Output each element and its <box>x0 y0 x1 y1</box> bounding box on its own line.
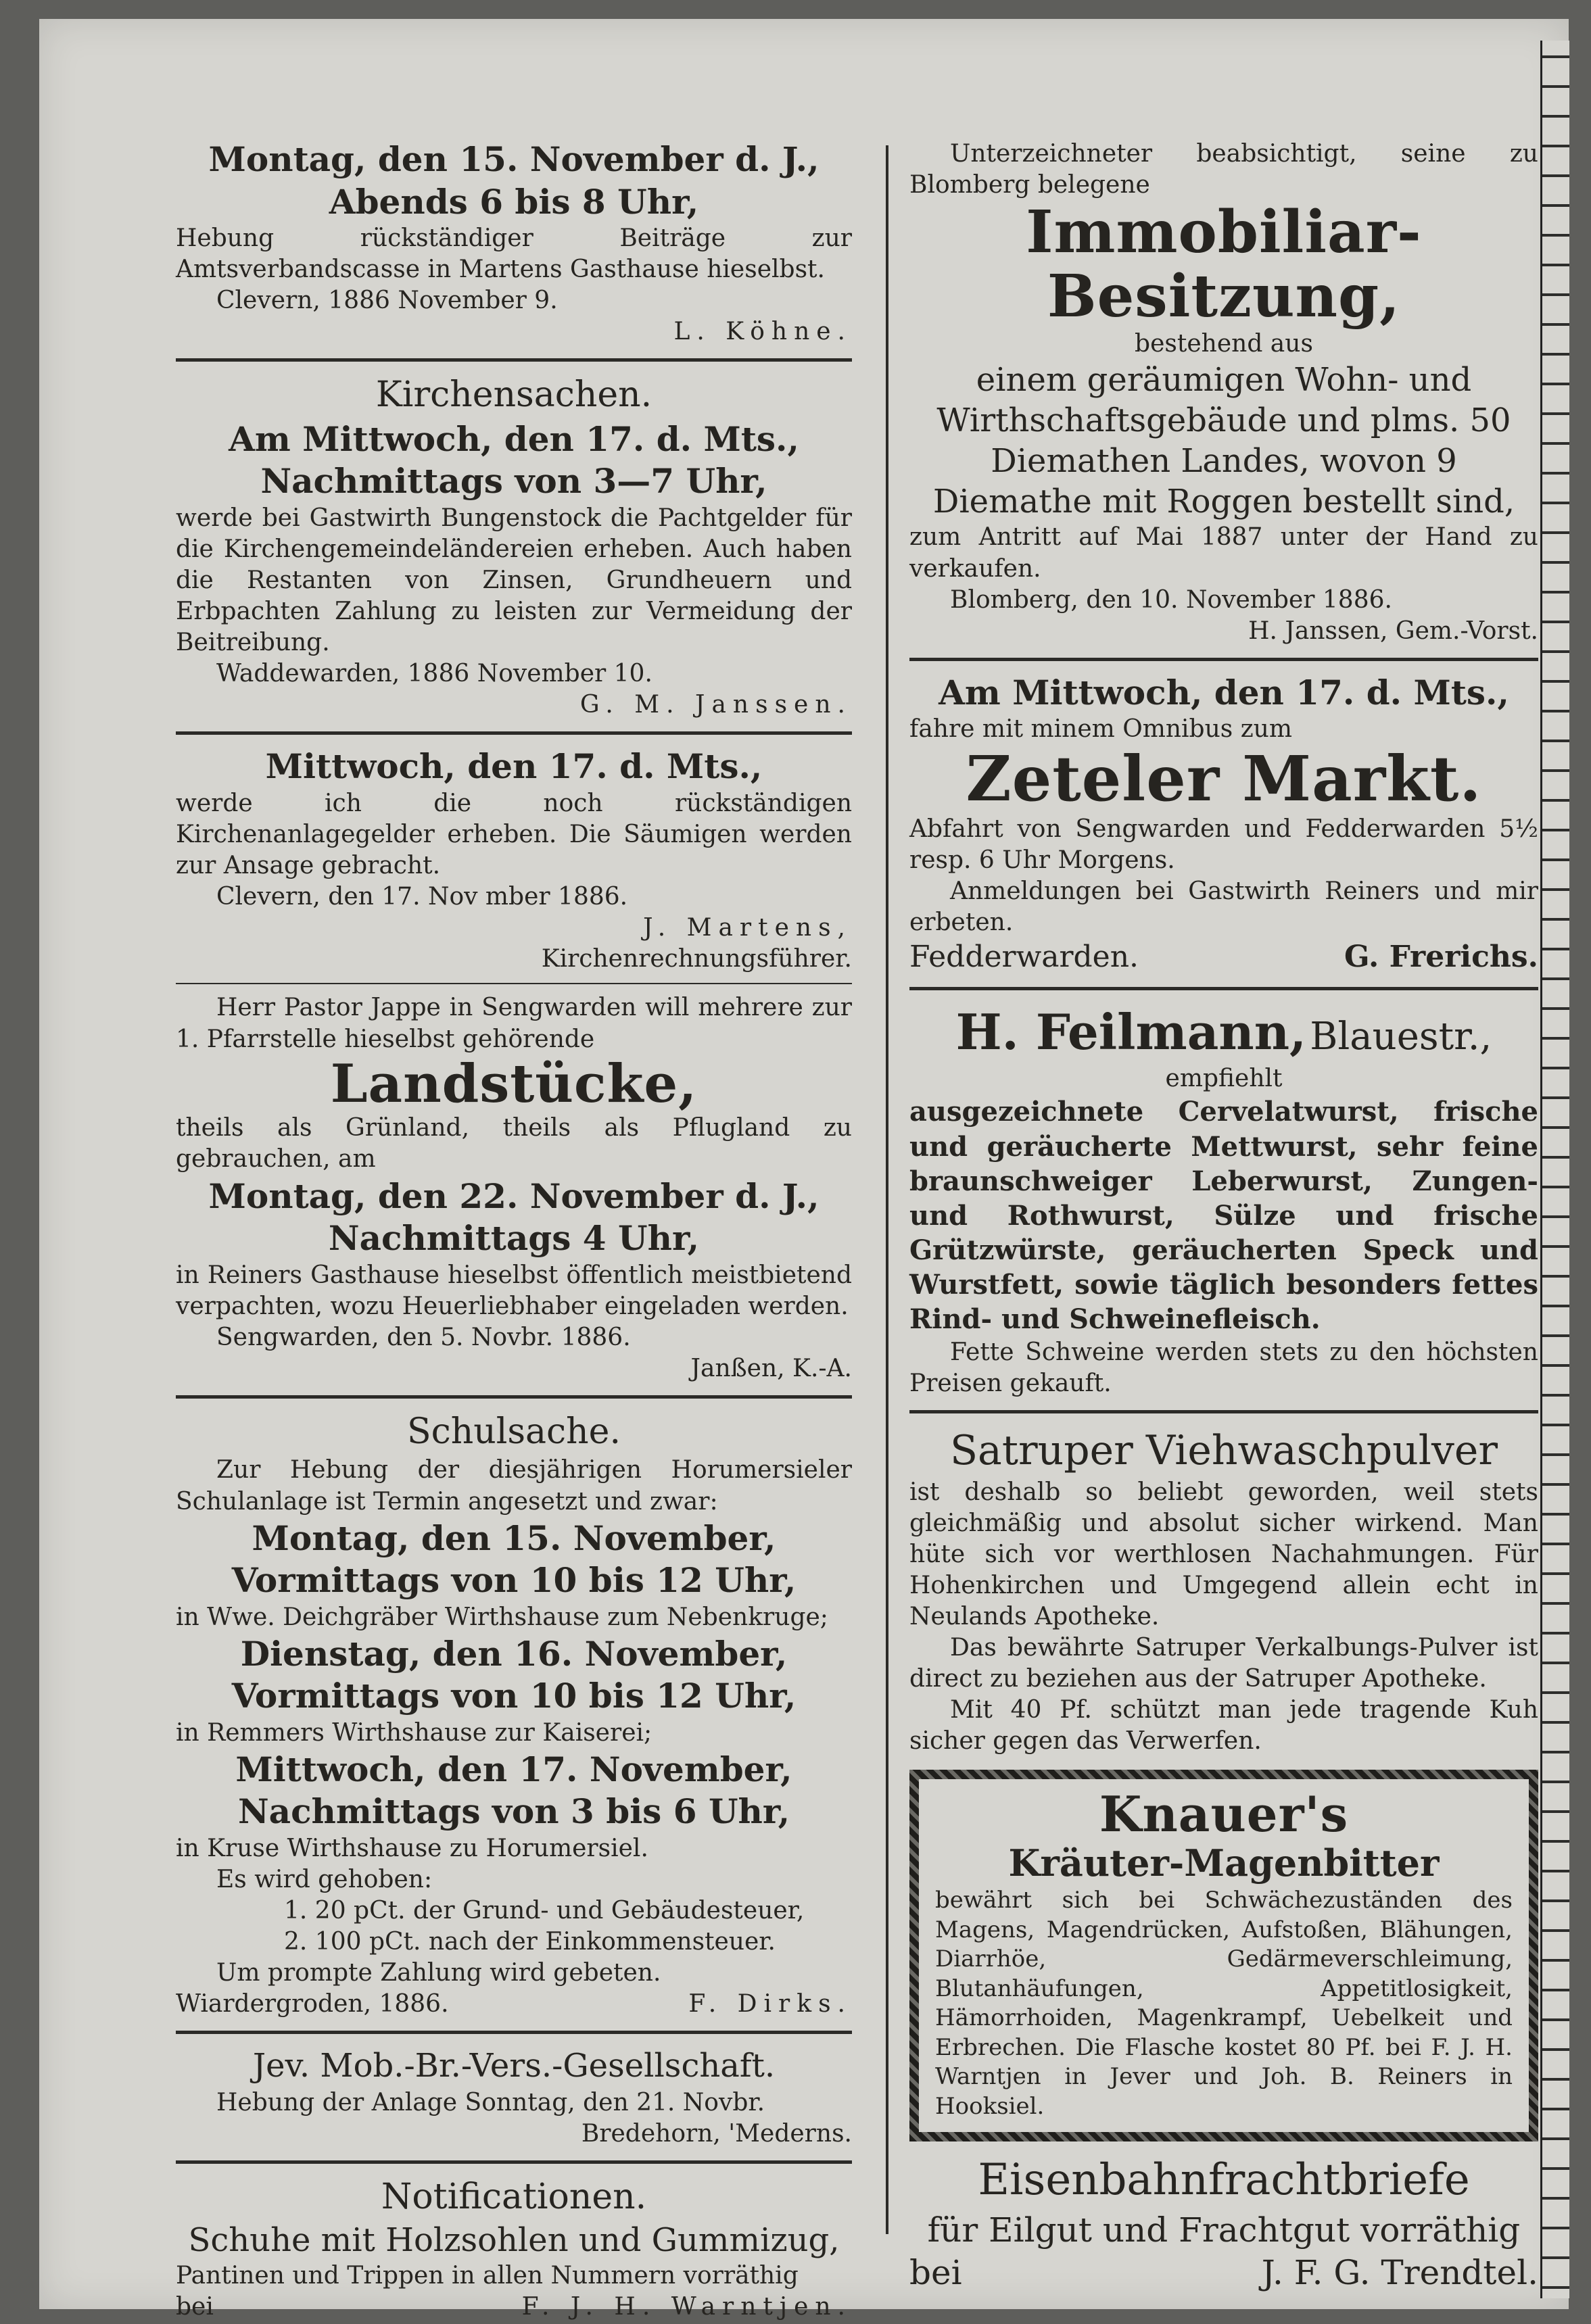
ad-zeteler-markt <box>909 672 1538 976</box>
ad-intro: Unterzeichneter beabsichtigt, seine zu Blomberg belegene <box>909 140 1538 199</box>
section-rule <box>176 2160 852 2164</box>
ad-heading: Kirchensachen. <box>375 374 652 416</box>
ad-kirchensachen <box>176 372 852 721</box>
ad-title: Knauer's <box>1099 1785 1349 1843</box>
ad-magenbitter-frame <box>909 1770 1538 2142</box>
ad-body: ausgezeichnete Cervelatwurst, frische und geräucherte Mettwurst, sehr feine braunschweiger Leberwurst, Zungen- und Rothwurst, Sülze und frische Grützwürste, geräucherten Speck und Wurstfett, sowie täglich besonders fettes Rind- und Schweinefleisch. <box>909 1096 1538 1336</box>
ad-body: ist deshalb so beliebt geworden, weil stets gleichmäßig und absolut sicher wirkend. Man hüte sich vor werthlosen Nachahmungen. Für Hohenkirchen und Umgegend allein echt in Neulands Apotheke. <box>909 1478 1538 1631</box>
ad-notificationen <box>176 2175 852 2323</box>
ad-place: Clevern, den 17. Nov mber 1886. <box>216 883 628 911</box>
ad-item: 1. 20 pCt. der Grund- und Gebäudesteuer, <box>284 1896 805 1924</box>
ad-signature: J. Martens, <box>643 914 852 942</box>
ad-signature: G. Frerichs. <box>1344 939 1538 974</box>
ad-signature: F. Dirks. <box>688 1990 852 2018</box>
ad-body: zum Antritt auf Mai 1887 unter der Hand zu verkaufen. <box>909 523 1538 583</box>
ad-location: in Kruse Wirthshause zu Horumersiel. <box>176 1834 648 1862</box>
ad-date: Montag, den 15. November, <box>252 1518 776 1558</box>
ad-body: Abfahrt von Sengwarden und Fedderwarden 5½ resp. 6 Uhr Morgens. <box>909 815 1538 874</box>
ad-time: Nachmittags von 3 bis 6 Uhr, <box>237 1791 790 1832</box>
ad-signature: Bredehorn, 'Mederns. <box>581 2119 852 2148</box>
ad-body: werde bei Gastwirth Bungenstock die Pachtgelder für die Kirchengemeindeländereien erheben. Auch haben die Restanten von Zinsen, Grundheuern und Erbpachten Zahlung zu leisten zur Vermeidung der Beitreibung. <box>176 504 852 657</box>
ad-immobiliar <box>909 139 1538 647</box>
ad-date: Am Mittwoch, den 17. d. Mts., <box>229 418 799 459</box>
ad-title <box>909 1001 1538 1063</box>
ad-body: Hebung der Anlage Sonntag, den 21. Novbr. <box>216 2088 765 2116</box>
ad-sub: Kräuter-Magenbitter <box>1008 1841 1440 1885</box>
ad-time: Nachmittags von 3—7 Uhr, <box>260 461 767 502</box>
ad-viehwaschpulver <box>909 1424 1538 1758</box>
ad-date: Montag, den 22. November d. J., <box>208 1176 820 1216</box>
ad-title: Satruper Viehwaschpulver <box>949 1426 1498 1474</box>
ad-magenbitter <box>919 1779 1529 2133</box>
ad-landstuecke <box>176 992 852 1384</box>
ad-body: für Eilgut und Frachtgut vorräthig <box>927 2210 1521 2250</box>
ad-date: Montag, den 15. November d. J., <box>208 139 820 179</box>
ad-title: Landstücke, <box>330 1052 698 1115</box>
ad-footer <box>176 1989 852 2020</box>
ad-time: Vormittags von 10 bis 12 Uhr, <box>231 1676 797 1716</box>
ad-frachtbriefe <box>909 2152 1538 2294</box>
ad-body: bewährt sich bei Schwächezuständen des Magens, Magendrücken, Aufstoßen, Blähungen, Diarrhöe, Gedärmeverschleimung, Blutanhäufungen, Appetitlosigkeit, Hämorrhoiden, Magenkrampf, Uebelkeit und Erbrechen. Die Flasche kostet 80 Pf. bei F. J. H. Warntjen in Jever und Joh. B. Reiners in Hooksiel. <box>935 1887 1513 2120</box>
page-edge-binding <box>1540 41 1569 2298</box>
section-rule <box>909 1410 1538 1413</box>
left-column <box>176 139 852 2323</box>
ad-lead: Es wird gehoben: <box>216 1865 433 1893</box>
section-rule <box>176 1395 852 1399</box>
ad-amtsverband <box>176 139 852 347</box>
ad-signature: Janßen, K.-A. <box>690 1354 852 1382</box>
ad-schulsache <box>176 1409 852 2020</box>
ad-body: Anmeldungen bei Gastwirth Reiners und mir erbeten. <box>909 877 1538 936</box>
ad-heading: Notificationen. <box>381 2176 647 2217</box>
ad-date: Mittwoch, den 17. d. Mts., <box>265 746 763 787</box>
ad-intro: Zur Hebung der diesjährigen Horumersieler Schulanlage ist Termin angesetzt und zwar: <box>176 1456 852 1516</box>
section-rule <box>909 987 1538 990</box>
ad-sub: bestehend aus <box>1135 330 1313 358</box>
ad-date: Am Mittwoch, den 17. d. Mts., <box>939 672 1509 712</box>
ad-body: Das bewährte Satruper Verkalbungs-Pulver ist direct zu beziehen aus der Satruper Apotheke. <box>909 1634 1538 1693</box>
ad-place: Clevern, 1886 November 9. <box>216 287 558 315</box>
ad-body: in Reiners Gasthause hieselbst öffentlich meistbietend verpachten, wozu Heuerliebhaber eingeladen werden. <box>176 1261 852 1320</box>
ad-sub: empfiehlt <box>1165 1065 1283 1093</box>
ad-body: Fette Schweine werden stets zu den höchsten Preisen gekauft. <box>909 1338 1538 1397</box>
section-rule <box>909 658 1538 661</box>
ad-title: Immobiliar-Besitzung, <box>1026 198 1422 331</box>
ad-heading: Jev. Mob.-Br.-Vers.-Gesellschaft. <box>252 2047 776 2085</box>
ad-body: einem geräumigen Wohn- und Wirthschaftsgebäude und plms. 50 Diemathen Landes, wovon 9 Diemathe mit Roggen bestellt sind, <box>932 361 1515 521</box>
ad-signature: L. Köhne. <box>673 318 852 346</box>
ad-name: H. Feilmann, <box>955 1003 1307 1061</box>
ad-signature-title: Kirchenrechnungsführer. <box>541 945 852 973</box>
ad-time: Abends 6 bis 8 Uhr, <box>329 181 699 222</box>
ad-body: Hebung rückständiger Beiträge zur Amtsverbandscasse in Martens Gasthause hieselbst. <box>176 224 852 284</box>
ad-body: werde ich die noch rückständigen Kirchenanlagegelder erheben. Die Säumigen werden zur Ansage gebracht. <box>176 789 852 880</box>
section-rule <box>176 731 852 735</box>
ad-bei: bei <box>176 2293 214 2321</box>
ad-body: Mit 40 Pf. schützt man jede tragende Kuh sicher gegen das Verwerfen. <box>909 1696 1538 1756</box>
ad-place: Wiardergroden, 1886. <box>176 1990 449 2018</box>
ad-date: Mittwoch, den 17. November, <box>235 1749 792 1789</box>
ad-signature: F. J. H. Warntjen. <box>521 2293 852 2321</box>
ad-body: fahre mit minem Omnibus zum <box>909 715 1292 744</box>
ad-date: Dienstag, den 16. November, <box>240 1633 788 1674</box>
ad-intro: Herr Pastor Jappe in Sengwarden will mehrere zur 1. Pfarrstelle hieselbst gehörende <box>176 994 852 1053</box>
ad-place: Sengwarden, den 5. Novbr. 1886. <box>216 1323 631 1351</box>
ad-heading: Schulsache. <box>407 1411 621 1452</box>
ad-place: Waddewarden, 1886 November 10. <box>216 660 652 688</box>
ad-body: theils als Grünland, theils als Pflugland zu gebrauchen, am <box>176 1114 852 1173</box>
ad-signature: G. M. Janssen. <box>579 691 852 719</box>
ad-location: in Remmers Wirthshause zur Kaiserei; <box>176 1718 652 1747</box>
section-rule <box>176 358 852 362</box>
section-rule <box>176 983 852 984</box>
ad-title: Eisenbahnfrachtbriefe <box>978 2155 1470 2206</box>
ad-signature: H. Janssen, Gem.-Vorst. <box>1248 616 1538 645</box>
ad-bei: bei <box>909 2253 962 2293</box>
ad-kirchenanlage <box>176 746 852 975</box>
ad-item: 2. 100 pCt. nach der Einkommensteuer. <box>284 1927 776 1956</box>
ad-note: Um prompte Zahlung wird gebeten. <box>216 1959 661 1987</box>
ad-time: Nachmittags 4 Uhr, <box>328 1218 700 1259</box>
ad-body: Pantinen und Trippen in allen Nummern vorräthig <box>176 2262 799 2290</box>
ad-title: Zeteler Markt. <box>966 742 1482 816</box>
column-divider <box>886 145 888 2234</box>
ad-footer <box>176 2292 852 2323</box>
ad-feilmann <box>909 1001 1538 1399</box>
ad-signature: J. F. G. Trendtel. <box>1261 2253 1538 2293</box>
ad-location: in Wwe. Deichgräber Wirthshause zum Nebenkruge; <box>176 1603 828 1631</box>
ad-versicherung <box>176 2045 852 2150</box>
ad-title: Schuhe mit Holzsohlen und Gummizug, <box>188 2221 840 2260</box>
ad-place: Fedderwarden. <box>909 939 1139 974</box>
ad-place: Blomberg, den 10. November 1886. <box>950 585 1392 614</box>
section-rule <box>176 2031 852 2034</box>
ad-time: Vormittags von 10 bis 12 Uhr, <box>231 1560 797 1601</box>
right-column <box>909 139 1538 2294</box>
ad-footer <box>909 2251 1538 2294</box>
ad-footer <box>909 938 1538 976</box>
ad-street: Blauestr., <box>1310 1015 1492 1059</box>
